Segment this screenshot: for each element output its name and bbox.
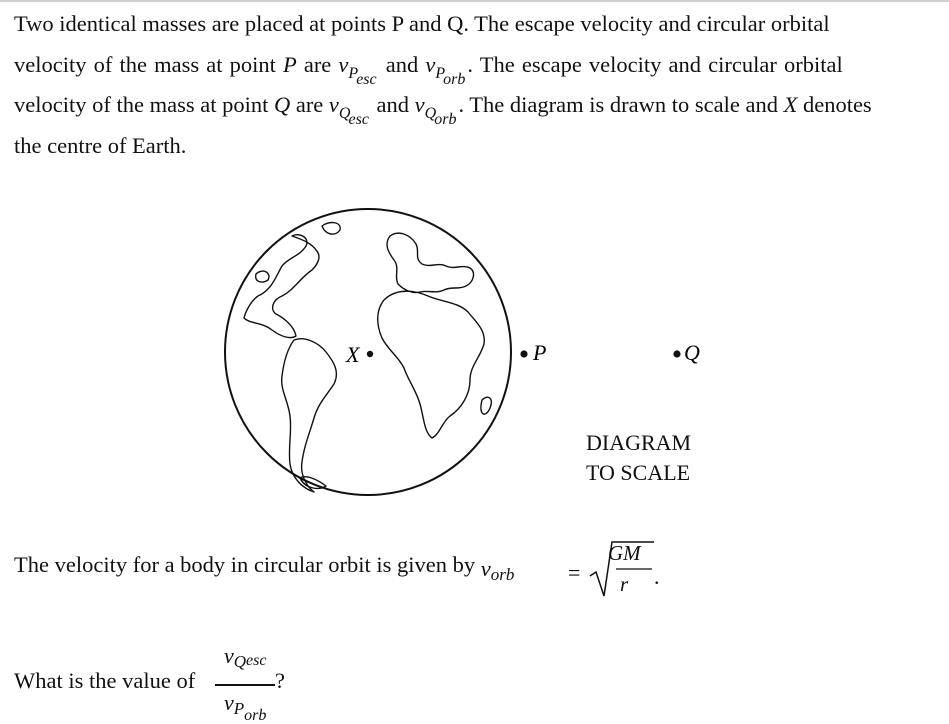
question-line-2: velocity of the mass at point P are $v_{Pesc}$ and $v_{Porb}$. The escape velocity and circular orbital xyxy=(14,51,843,88)
madagascar xyxy=(481,397,491,414)
point-x-dot xyxy=(367,351,373,357)
label-x: X xyxy=(346,342,360,367)
arctic-islands xyxy=(256,271,269,282)
formula-denominator: r xyxy=(620,572,629,596)
question-line-3: velocity of the mass at point Q are $v_{Qesc}$ and $v_{Qorb}$. The diagram is drawn to scale and X denotes xyxy=(14,92,872,128)
v-q-esc: $v_{Qesc}$ xyxy=(328,92,369,128)
point-q-dot xyxy=(673,350,680,357)
greenland xyxy=(322,223,340,235)
formula-period: . xyxy=(654,564,660,589)
africa xyxy=(378,291,485,438)
formula-equals: = xyxy=(568,560,581,585)
question-ask: What is the value of xyxy=(14,668,196,693)
fraction-numerator: vQesc xyxy=(224,643,267,671)
fraction-denominator: $vP_{orb}$ xyxy=(224,690,267,724)
question-line-1: Two identical masses are placed at points P and Q. The escape velocity and circular orbital xyxy=(14,11,830,36)
continents xyxy=(244,223,491,492)
question-line-4: the centre of Earth. xyxy=(14,132,187,158)
v-p-orb: $v_{Porb}$ xyxy=(425,51,466,88)
question-mark: ? xyxy=(275,668,285,693)
label-q: Q xyxy=(684,340,700,365)
diagram-to-scale-label: DIAGRAM TO SCALE xyxy=(586,430,692,485)
label-p: P xyxy=(533,340,547,365)
point-p-dot xyxy=(520,350,527,357)
north-america xyxy=(244,235,319,338)
south-america xyxy=(282,339,337,492)
v-q-orb: $v_{Qorb}$ xyxy=(414,92,457,128)
fraction-bar xyxy=(215,684,275,686)
formula-numerator: GM xyxy=(608,541,641,565)
v-orb: vorb xyxy=(480,556,515,584)
v-p-esc: $v_{Pesc}$ xyxy=(338,51,377,88)
orbit-formula: The velocity for a body in circular orbit is given by vorb xyxy=(14,552,515,584)
